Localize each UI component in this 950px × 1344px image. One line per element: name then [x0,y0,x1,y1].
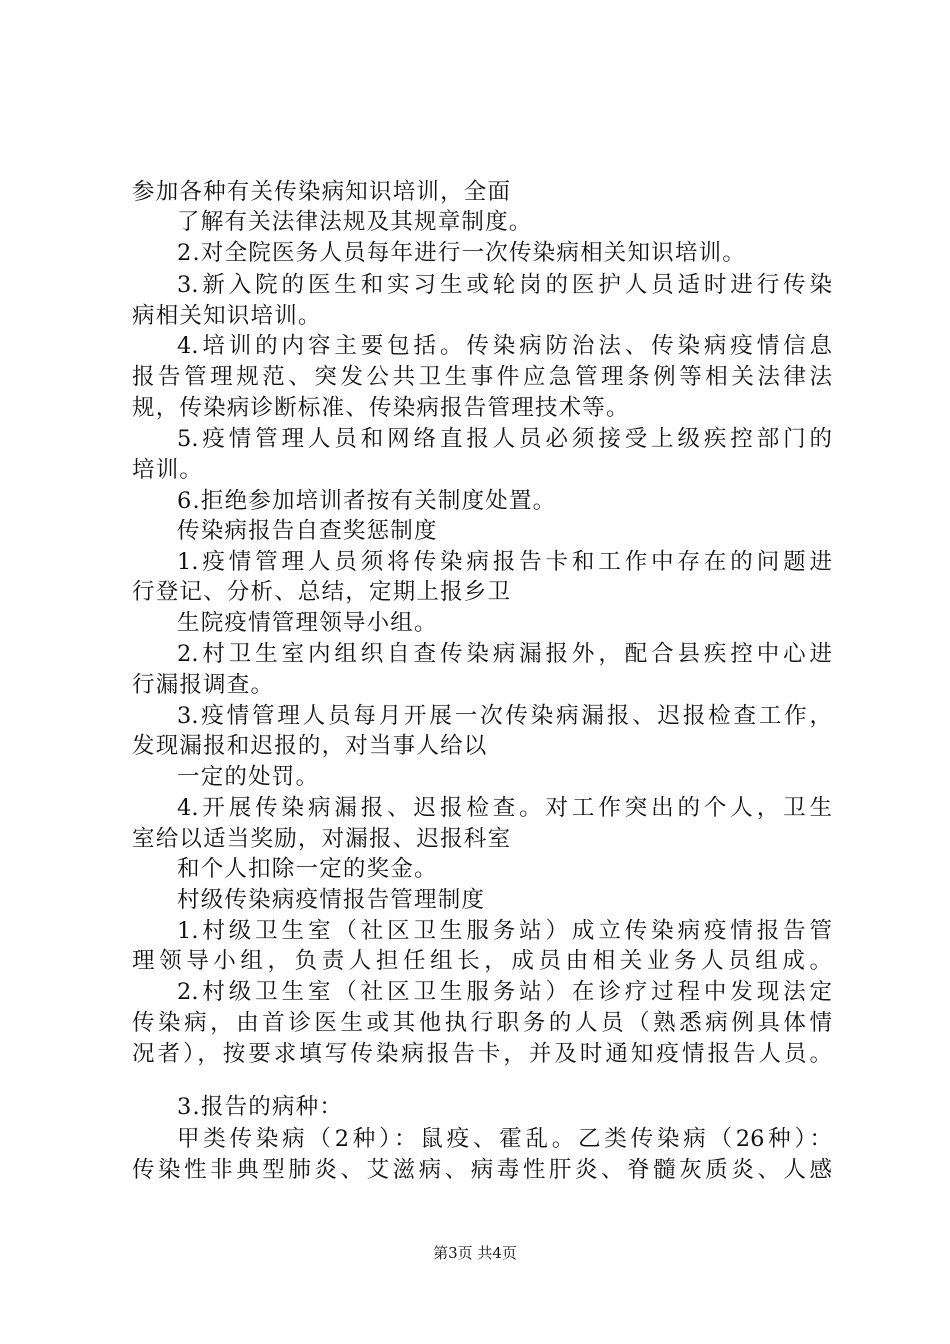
text-line: 行登记、分析、总结，定期上报乡卫 [132,579,512,605]
text-line: 3.疫情管理人员每月开展一次传染病漏报、迟报检查工作， [177,703,832,729]
text-line: 3.报告的病种： [177,1094,344,1120]
text-line: 理领导小组，负责人担任组长，成员由相关业务人员组成。 [132,948,832,974]
text-line: 规，传染病诊断标准、传染病报告管理技术等。 [132,395,630,421]
section-heading: 传染病报告自查奖惩制度 [177,518,438,544]
text-line: 行漏报调查。 [132,672,275,698]
text-line: 报告管理规范、突发公共卫生事件应急管理条例等相关法律法 [132,364,832,390]
section-heading: 村级传染病疫情报告管理制度 [177,887,486,913]
text-line: 甲类传染病（2种）：鼠疫、霍乱。乙类传染病（26种）： [177,1126,832,1152]
page-number-footer: 第3页 共4页 [433,1244,517,1262]
text-line: 培训。 [132,457,204,483]
text-line: 3.新入院的医生和实习生或轮岗的医护人员适时进行传染 [177,272,832,298]
text-line: 1.村级卫生室（社区卫生服务站）成立传染病疫情报告管 [177,918,832,944]
text-line: 2.村卫生室内组织自查传染病漏报外，配合县疾控中心进 [177,641,832,667]
text-line: 生院疫情管理领导小组。 [177,610,438,636]
text-line: 5.疫情管理人员和网络直报人员必须接受上级疾控部门的 [177,426,832,452]
text-line: 了解有关法律法规及其规章制度。 [177,209,533,235]
text-line: 参加各种有关传染病知识培训，全面 [132,179,512,205]
text-line: 病相关知识培训。 [132,303,322,329]
text-line: 室给以适当奖励，对漏报、迟报科室 [132,826,512,852]
text-line: 6.拒绝参加培训者按有关制度处置。 [177,488,557,514]
text-line: 2.对全院医务人员每年进行一次传染病相关知识培训。 [177,240,746,266]
text-line: 4.培训的内容主要包括。传染病防治法、传染病疫情信息 [177,333,832,359]
text-line: 况者），按要求填写传染病报告卡，并及时通知疫情报告人员。 [132,1041,832,1067]
text-line: 一定的处罚。 [177,764,320,790]
text-line: 发现漏报和迟报的，对当事人给以 [132,733,488,759]
text-line: 和个人扣除一定的奖金。 [177,856,438,882]
text-line: 传染病，由首诊医生或其他执行职务的人员（熟悉病例具体情 [132,1010,832,1036]
text-line: 2.村级卫生室（社区卫生服务站）在诊疗过程中发现法定 [177,979,832,1005]
text-line: 4.开展传染病漏报、迟报检查。对工作突出的个人，卫生 [177,795,832,821]
text-line: 1.疫情管理人员须将传染病报告卡和工作中存在的问题进 [177,549,832,575]
text-line: 传染性非典型肺炎、艾滋病、病毒性肝炎、脊髓灰质炎、人感 [132,1157,832,1183]
